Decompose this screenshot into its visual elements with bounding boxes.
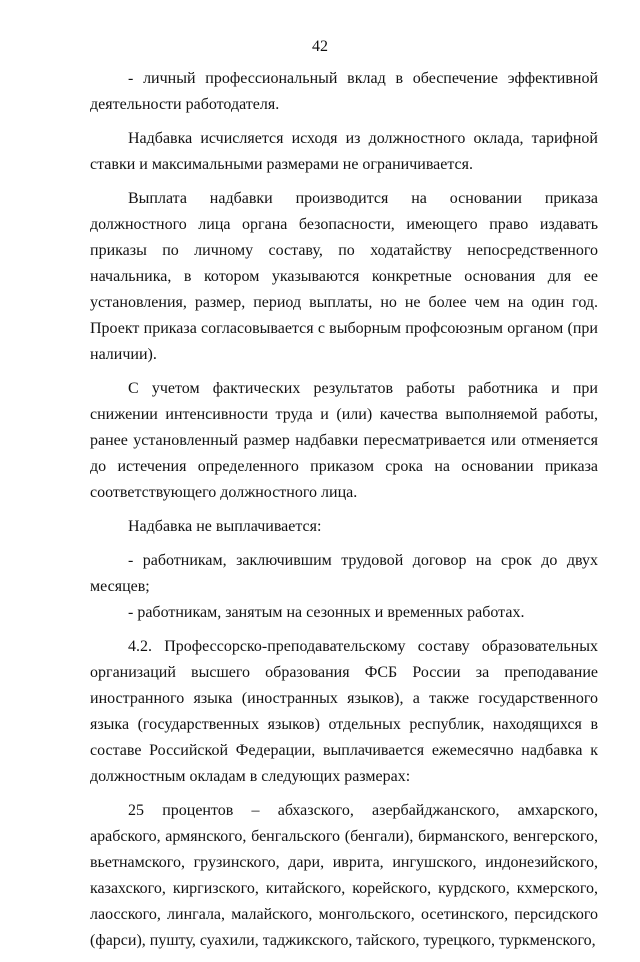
paragraph-25-percent-languages: 25 процентов – абхазского, азербайджанского, амхарского, арабского, армянского, бенгальского (бенгали), бирманского, венгерского, вьетнамского, грузинского, дари, иврита, ингушского, индонезийского, казахского, киргизского, китайского, корейского, курдского, кхмерского, лаосского, лингала, малайского, монгольского, осетинского, персидского (фарси), пушту, суахили, таджикского, тайского, турецкого, туркменского, xyxy=(90,802,598,949)
list-item-short-contract: - работникам, заключившим трудовой договор на срок до двух месяцев; xyxy=(90,552,598,595)
paragraph-allowance-revision: С учетом фактических результатов работы работника и при снижении интенсивности труда и (или) качества выполняемой работы, ранее установленный размер надбавки пересматривается или отменяется до истечения определенного приказом срока на основании приказа соответствующего должностного лица. xyxy=(90,380,598,501)
document-body xyxy=(90,66,598,962)
paragraph-contribution: - личный профессиональный вклад в обеспечение эффективной деятельности работодателя. xyxy=(90,70,598,113)
list-item-seasonal-work: - работникам, занятым на сезонных и временных работах. xyxy=(128,604,525,621)
paragraph-allowance-payment: Выплата надбавки производится на основании приказа должностного лица органа безопасности, имеющего право издавать приказы по личному составу, по ходатайству непосредственного начальника, в котором указываются конкретные основания для ее установления, размер, период выплаты, но не более чем на один год. Проект приказа согласовывается с выборным профсоюзным органом (при наличии). xyxy=(90,190,598,363)
paragraph-section-4-2: 4.2. Профессорско-преподавательскому составу образовательных организаций высшего образования ФСБ России за преподавание иностранного языка (иностранных языков), а также государственного языка (государственных языков) отдельных республик, находящихся в составе Российской Федерации, выплачивается ежемесячно надбавка к должностным окладам в следующих размерах: xyxy=(90,638,598,785)
paragraph-not-paid: Надбавка не выплачивается: xyxy=(128,518,322,535)
paragraph-allowance-calculation: Надбавка исчисляется исходя из должностного оклада, тарифной ставки и максимальными размерами не ограничивается. xyxy=(90,130,598,173)
page-number: 42 xyxy=(312,38,328,55)
